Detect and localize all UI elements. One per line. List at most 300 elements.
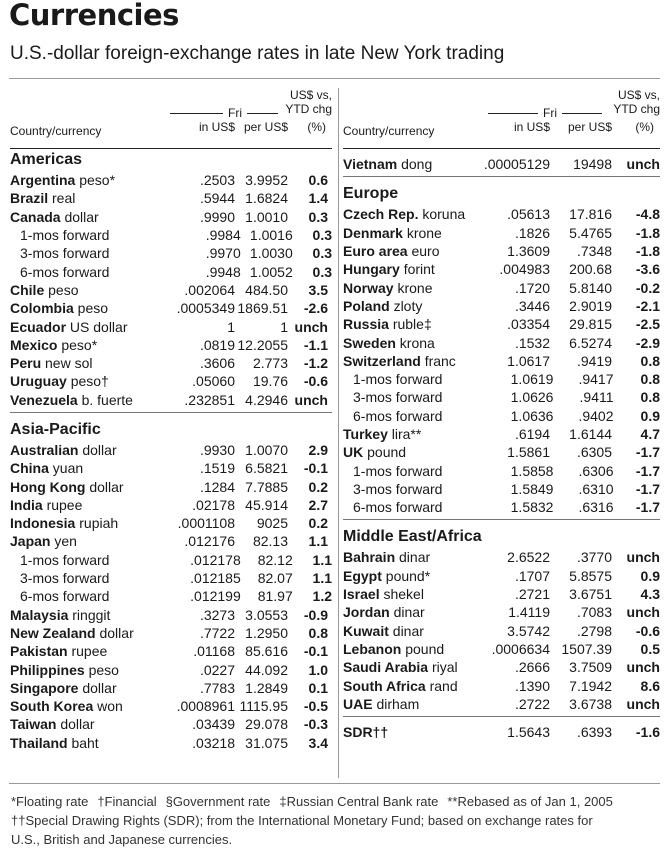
rate-in-usd: .0001108 xyxy=(177,515,235,532)
forward-label: 6-mos forward xyxy=(20,588,110,605)
currency-unit: dinar xyxy=(399,549,431,566)
rate-in-usd: 1.5858 xyxy=(510,462,554,479)
currency-name xyxy=(343,425,478,443)
currency-row xyxy=(343,695,660,713)
country-name: Sweden xyxy=(343,334,396,351)
header-country: Country/currency xyxy=(10,124,102,138)
currency-unit: riyal xyxy=(431,659,458,676)
forward-label: 6-mos forward xyxy=(20,263,110,280)
rate-per-usd: 7.1942 xyxy=(569,677,612,694)
rate-in-usd: 1.0626 xyxy=(510,389,554,406)
rate-in-usd: .3273 xyxy=(199,606,235,623)
ytd-change: 2.9 xyxy=(308,442,328,458)
currency-name xyxy=(10,642,160,660)
column-header xyxy=(343,86,660,148)
currency-name xyxy=(343,695,478,713)
ytd-change: 0.3 xyxy=(308,208,328,225)
ytd-change: -1.7 xyxy=(635,444,660,461)
country-name: UK xyxy=(343,444,364,461)
ytd-change: unch xyxy=(626,549,660,566)
ytd-change: -0.1 xyxy=(303,460,328,477)
footnote-russian: ‡Russian Central Bank rate xyxy=(279,794,439,809)
country-name: Pakistan xyxy=(10,643,68,660)
ytd-change: -1.1 xyxy=(303,336,328,353)
currency-name xyxy=(10,734,160,752)
rate-in-usd: .9990 xyxy=(199,208,235,225)
country-name: Poland xyxy=(343,297,390,314)
currency-unit: euro xyxy=(411,243,440,260)
currency-unit: pound xyxy=(367,444,407,461)
rate-in-usd: .03354 xyxy=(507,316,550,333)
currency-name xyxy=(343,548,478,566)
rate-per-usd: 19.76 xyxy=(252,373,288,390)
header-in-us: in US$ xyxy=(198,120,235,134)
ytd-change: unch xyxy=(626,604,660,621)
country-name: Egypt xyxy=(343,567,382,584)
rate-in-usd: .01168 xyxy=(193,643,235,660)
rate-in-usd: .02178 xyxy=(192,496,235,513)
forward-label: 6-mos forward xyxy=(353,499,443,516)
rate-in-usd: 1.0636 xyxy=(510,407,554,424)
section-rule xyxy=(10,412,332,413)
rate-per-usd: 82.07 xyxy=(257,570,293,587)
currency-row xyxy=(10,715,332,733)
country-name: Taiwan xyxy=(10,716,57,733)
currency-name xyxy=(343,279,478,297)
rate-per-usd: .6305 xyxy=(576,444,612,461)
currency-name xyxy=(343,297,478,315)
rate-in-usd: .2666 xyxy=(514,659,550,676)
currency-unit: peso xyxy=(48,281,79,298)
country-name: Hungary xyxy=(343,261,400,278)
rate-per-usd: 7.7885 xyxy=(245,478,288,495)
country-name: New Zealand xyxy=(10,624,96,641)
currency-row xyxy=(343,425,660,443)
currency-row xyxy=(343,297,660,315)
column-divider xyxy=(338,88,339,778)
ytd-change: -1.2 xyxy=(303,355,328,372)
currency-row xyxy=(10,244,332,262)
currency-row xyxy=(343,658,660,676)
currency-name xyxy=(343,352,478,370)
currency-row xyxy=(10,642,332,660)
rate-per-usd: 4.2946 xyxy=(245,391,288,408)
ytd-change: 4.3 xyxy=(640,586,660,603)
ytd-change: -0.5 xyxy=(303,698,328,715)
country-name: Colombia xyxy=(10,300,74,317)
forward-label: 3-mos forward xyxy=(20,570,110,587)
currency-unit: won xyxy=(97,698,123,715)
ytd-change: 3.4 xyxy=(308,734,328,751)
currency-row xyxy=(10,551,332,569)
currency-name xyxy=(10,244,167,262)
currency-row xyxy=(10,317,332,335)
country-name: Singapore xyxy=(10,679,79,696)
footnote-line-1 xyxy=(11,792,661,811)
ytd-change: 0.8 xyxy=(640,371,660,388)
rate-in-usd: 1.0617 xyxy=(507,352,550,369)
currency-name xyxy=(343,658,478,676)
currency-unit: rupiah xyxy=(79,515,119,532)
section-rule xyxy=(343,176,660,177)
currency-name xyxy=(10,587,167,605)
footnote-floating: *Floating rate xyxy=(11,794,89,809)
top-rule xyxy=(9,78,660,79)
right-column xyxy=(343,86,660,741)
forward-label: 1-mos forward xyxy=(20,227,110,244)
header-ytd-3: (%) xyxy=(307,120,326,134)
currency-name xyxy=(10,478,160,496)
country-name: Thailand xyxy=(10,734,68,751)
currency-name xyxy=(10,226,167,244)
footnote-line-3: U.S., British and Japanese currencies. xyxy=(11,832,233,847)
currency-row xyxy=(343,242,660,260)
header-in-us: in US$ xyxy=(513,120,550,134)
forward-label: 3-mos forward xyxy=(20,245,110,262)
section-rule xyxy=(343,519,660,520)
currency-unit: dirham xyxy=(376,695,420,712)
rate-per-usd: 1115.95 xyxy=(239,698,288,715)
rate-in-usd: .03439 xyxy=(192,716,235,733)
currency-unit: krone xyxy=(397,279,433,296)
rate-in-usd: .1532 xyxy=(514,334,550,351)
currency-row xyxy=(343,622,660,640)
rate-per-usd: 1869.51 xyxy=(237,300,288,317)
rate-per-usd: 44.092 xyxy=(245,661,288,678)
rate-in-usd: .1284 xyxy=(199,478,235,495)
country-name: China xyxy=(10,460,49,477)
currency-unit: lira** xyxy=(391,426,422,442)
currency-unit: shekel xyxy=(383,586,424,603)
currency-name xyxy=(10,624,160,642)
currency-row xyxy=(343,205,660,223)
rate-per-usd: 5.8140 xyxy=(569,279,612,296)
rate-per-usd: 1507.39 xyxy=(561,640,612,657)
rate-in-usd: .1826 xyxy=(514,224,550,241)
currency-unit: rupee xyxy=(46,496,83,513)
ytd-change: 0.5 xyxy=(640,640,660,657)
rate-per-usd: 6.5821 xyxy=(245,460,288,477)
currency-name xyxy=(10,318,160,336)
currency-row xyxy=(10,262,332,280)
section-heading: Americas xyxy=(10,151,83,168)
currency-row xyxy=(10,336,332,354)
rate-per-usd: 3.9952 xyxy=(245,172,288,189)
rate-per-usd: 2.9019 xyxy=(569,297,612,314)
header-dash xyxy=(170,113,223,114)
ytd-change: 2.7 xyxy=(308,496,328,513)
bottom-rule xyxy=(9,783,660,784)
ytd-change: 1.0 xyxy=(308,661,328,678)
rate-in-usd: 1.4119 xyxy=(508,604,550,621)
currency-name xyxy=(10,459,160,477)
rate-in-usd: .0006634 xyxy=(491,640,550,657)
forward-label: 1-mos forward xyxy=(20,551,110,568)
currency-unit: dollar xyxy=(60,716,95,733)
currency-unit: zloty xyxy=(393,297,423,314)
rate-in-usd: 1.3609 xyxy=(507,243,550,260)
currency-name xyxy=(10,299,160,317)
currency-row xyxy=(10,208,332,226)
currency-row xyxy=(343,461,660,479)
ytd-change: unch xyxy=(626,156,660,173)
currency-row xyxy=(10,226,332,244)
currency-row xyxy=(343,676,660,694)
currency-row xyxy=(343,370,660,388)
footnote-line-2: ††Special Drawing Rights (SDR); from the International Monetary Fund; based on exchange rates for xyxy=(11,813,593,828)
currency-unit: rand xyxy=(429,677,458,694)
rate-per-usd: 17.816 xyxy=(569,206,612,223)
country-name: Indonesia xyxy=(10,515,76,532)
currency-name xyxy=(10,661,160,679)
rate-in-usd: .012199 xyxy=(190,588,241,605)
header-ytd-1: US$ vs, xyxy=(617,88,660,102)
rate-per-usd: 6.5274 xyxy=(569,334,612,351)
currency-unit: krone xyxy=(406,224,442,241)
rate-per-usd: 31.075 xyxy=(245,734,288,751)
rate-in-usd: .0227 xyxy=(199,661,235,678)
currency-unit: US dollar xyxy=(69,318,128,335)
rate-in-usd: .1707 xyxy=(514,567,550,584)
rate-in-usd: .3606 xyxy=(199,355,235,372)
header-dash xyxy=(562,113,602,114)
currency-row xyxy=(343,640,660,658)
country-name: Peru xyxy=(10,355,42,372)
left-column xyxy=(10,86,332,752)
country-name: UAE xyxy=(343,695,373,712)
footnote-government: §Government rate xyxy=(165,794,271,809)
country-name: Norway xyxy=(343,279,394,296)
currency-row xyxy=(10,569,332,587)
ytd-change: -4.8 xyxy=(635,206,660,223)
ytd-change: -2.6 xyxy=(303,300,328,317)
currency-name xyxy=(343,370,484,388)
currency-row xyxy=(10,624,332,642)
ytd-change: 8.6 xyxy=(640,677,660,694)
ytd-change: 0.9 xyxy=(640,407,660,424)
ytd-change: unch xyxy=(294,318,328,335)
rate-in-usd: .2721 xyxy=(514,586,550,603)
currency-row xyxy=(10,734,332,752)
ytd-change: 0.1 xyxy=(308,679,328,696)
country-name: Brazil xyxy=(10,190,49,207)
rate-in-usd: .012178 xyxy=(190,551,241,568)
currency-name xyxy=(343,622,478,640)
country-name: Mexico xyxy=(10,336,58,353)
currency-name xyxy=(10,263,167,281)
section-heading: Europe xyxy=(343,185,399,203)
currency-unit: yen xyxy=(54,533,77,550)
country-name: Hong Kong xyxy=(10,478,86,495)
ytd-change: 1.1 xyxy=(312,551,332,568)
rate-per-usd: 5.4765 xyxy=(569,224,612,241)
rate-per-usd: 3.7509 xyxy=(569,659,612,676)
country-name: Philippines xyxy=(10,661,85,678)
ytd-change: -0.6 xyxy=(635,622,660,639)
currency-name xyxy=(343,407,484,425)
currency-row xyxy=(10,606,332,624)
currency-row xyxy=(343,480,660,498)
currency-name xyxy=(10,171,160,189)
country-name: Turkey xyxy=(343,426,388,442)
currency-row xyxy=(10,459,332,477)
currency-row xyxy=(343,443,660,461)
rate-per-usd: 29.078 xyxy=(245,716,288,733)
header-ytd-3: (%) xyxy=(635,120,654,134)
currency-row xyxy=(343,603,660,621)
currency-name xyxy=(343,388,484,406)
rate-per-usd: 1.0052 xyxy=(249,263,293,280)
currency-row xyxy=(343,723,660,741)
currency-name xyxy=(343,480,484,498)
rate-per-usd: .9419 xyxy=(576,352,612,369)
currency-row xyxy=(10,477,332,495)
ytd-change: -1.8 xyxy=(635,243,660,260)
currency-row xyxy=(343,548,660,566)
ytd-change: -3.6 xyxy=(635,261,660,278)
rate-in-usd: .3446 xyxy=(514,297,550,314)
rate-per-usd: .9402 xyxy=(578,407,614,424)
rate-in-usd: .1519 xyxy=(199,460,235,477)
currency-row xyxy=(10,587,332,605)
country-name: Japan xyxy=(10,533,51,550)
ytd-change: -2.9 xyxy=(635,334,660,351)
country-name: Lebanon xyxy=(343,640,402,657)
currency-name xyxy=(343,260,478,278)
rate-per-usd: 1.2849 xyxy=(245,679,288,696)
currency-unit: dollar xyxy=(89,478,124,495)
currency-unit: dinar xyxy=(392,622,424,639)
currency-unit: pound xyxy=(405,640,445,657)
rate-per-usd: 12.2055 xyxy=(237,336,288,353)
rate-per-usd: 85.616 xyxy=(245,643,288,660)
rate-per-usd: .6393 xyxy=(576,724,612,741)
country-name: South Africa xyxy=(343,677,426,694)
currency-name xyxy=(10,606,160,624)
rate-per-usd: 1.6144 xyxy=(569,426,612,442)
ytd-change: 0.8 xyxy=(640,352,660,369)
currency-name xyxy=(10,336,160,354)
currency-unit: new sol xyxy=(45,355,93,372)
country-name: India xyxy=(10,496,43,513)
currency-unit: real xyxy=(52,190,76,207)
rate-per-usd: 2.773 xyxy=(252,355,288,372)
ytd-change: -0.6 xyxy=(303,373,328,390)
ytd-change: 0.8 xyxy=(640,389,660,406)
section-heading: Middle East/Africa xyxy=(343,528,482,546)
ytd-change: 0.2 xyxy=(308,515,328,532)
currency-row xyxy=(343,388,660,406)
currency-name xyxy=(343,334,478,352)
currency-name xyxy=(10,372,160,390)
country-name: SDR†† xyxy=(343,724,389,741)
rate-in-usd: 1.5643 xyxy=(507,724,550,741)
rate-per-usd: 3.0553 xyxy=(245,606,288,623)
rate-in-usd: .9984 xyxy=(205,227,241,244)
header-per-us: per US$ xyxy=(243,120,288,134)
currency-name xyxy=(343,585,478,603)
country-name: Vietnam xyxy=(343,156,398,173)
currency-name xyxy=(10,441,160,459)
rate-per-usd: .6306 xyxy=(578,462,614,479)
ytd-change: 0.6 xyxy=(308,172,328,189)
currency-unit: ruble‡ xyxy=(392,316,432,333)
currency-unit: dollar xyxy=(82,442,117,458)
rate-in-usd: .5944 xyxy=(199,190,235,207)
currency-row xyxy=(10,281,332,299)
rate-per-usd: 1 xyxy=(280,318,288,335)
currency-name xyxy=(10,208,160,226)
country-name: Canada xyxy=(10,208,61,225)
currency-row xyxy=(343,155,660,173)
rate-in-usd: 3.5742 xyxy=(507,622,550,639)
forward-label: 1-mos forward xyxy=(353,462,443,479)
column-header xyxy=(10,86,332,148)
rate-in-usd: 1.5861 xyxy=(507,444,550,461)
rate-per-usd: .7348 xyxy=(576,243,612,260)
currency-unit: peso* xyxy=(79,172,116,189)
rate-in-usd: .012185 xyxy=(190,570,241,587)
ytd-change: -2.5 xyxy=(635,316,660,333)
currency-name xyxy=(343,498,484,516)
currency-name xyxy=(343,443,478,461)
rate-per-usd: 1.6824 xyxy=(245,190,288,207)
rate-in-usd: .00005129 xyxy=(483,156,550,173)
currency-name xyxy=(343,677,478,695)
rate-in-usd: .012176 xyxy=(184,533,235,550)
currency-row xyxy=(343,278,660,296)
country-name: Russia xyxy=(343,316,389,333)
currency-row xyxy=(10,679,332,697)
currency-unit: dollar xyxy=(99,624,134,641)
currency-name xyxy=(10,281,160,299)
currency-name xyxy=(343,723,478,741)
ytd-change: 1.4 xyxy=(308,190,328,207)
rate-per-usd: .6310 xyxy=(578,480,614,497)
rate-per-usd: .6316 xyxy=(578,499,614,516)
header-fri: Fri xyxy=(228,106,242,120)
header-ytd-1: US$ vs, xyxy=(289,88,332,102)
country-name: Israel xyxy=(343,586,380,603)
ytd-change: -1.7 xyxy=(635,480,660,497)
ytd-change: 3.5 xyxy=(308,281,328,298)
currency-name xyxy=(10,514,160,532)
currency-row xyxy=(343,352,660,370)
currency-unit: peso* xyxy=(61,336,98,353)
currency-row xyxy=(10,441,332,459)
ytd-change: 4.7 xyxy=(640,426,660,442)
currency-row xyxy=(343,260,660,278)
ytd-change: 0.3 xyxy=(312,263,332,280)
section-heading: Asia-Pacific xyxy=(10,420,101,438)
country-name: Malaysia xyxy=(10,606,69,623)
currency-row xyxy=(10,189,332,207)
currency-unit: peso† xyxy=(70,373,109,390)
currency-unit: koruna xyxy=(422,206,466,223)
currency-name xyxy=(10,551,167,569)
currency-unit: dollar xyxy=(64,208,99,225)
rate-in-usd: 1.5832 xyxy=(510,499,554,516)
rate-per-usd: 1.0016 xyxy=(249,227,293,244)
currency-unit: ringgit xyxy=(72,606,111,623)
forward-label: 3-mos forward xyxy=(353,389,443,406)
rate-per-usd: 3.6738 xyxy=(569,695,612,712)
currency-name xyxy=(10,532,160,550)
currency-row xyxy=(343,498,660,516)
rate-in-usd: .1390 xyxy=(514,677,550,694)
currency-name xyxy=(343,315,478,333)
ytd-change: -1.6 xyxy=(635,724,660,741)
